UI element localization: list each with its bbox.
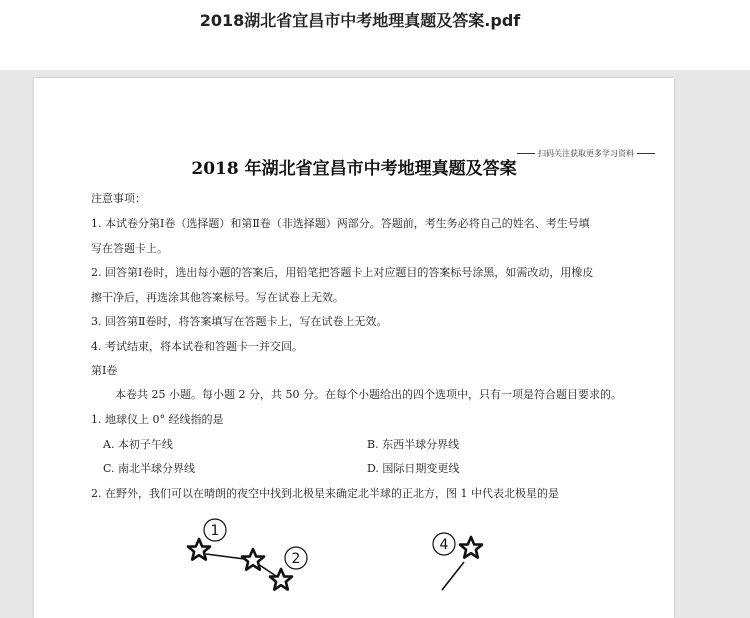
document-title: 2018 年湖北省宜昌市中考地理真题及答案 (191, 159, 517, 179)
notice-line-4: 擦干净后，再选涂其他答案标号。写在试卷上无效。 (91, 291, 344, 304)
star-figure (174, 514, 554, 618)
header-note-text: 扫码关注获取更多学习资料 (538, 149, 634, 158)
section-title: 第Ⅰ卷 (91, 364, 118, 377)
notice-line-5: 3. 回答第Ⅱ卷时，将答案填写在答题卡上，写在试卷上无效。 (91, 315, 388, 328)
document-page (34, 78, 674, 618)
section-intro: 本卷共 25 小题。每小题 2 分，共 50 分。在每个小题给出的四个选项中，只有一项是符合题目要求的。 (115, 388, 622, 401)
notice-line-1: 1. 本试卷分第Ⅰ卷（选择题）和第Ⅱ卷（非选择题）两部分。答题前，考生务必将自己的姓名、考生号填 (91, 217, 590, 230)
file-title: 2018湖北省宜昌市中考地理真题及答案.pdf (199, 11, 521, 30)
notice-line-3: 2. 回答第Ⅰ卷时，选出每小题的答案后，用铅笔把答题卡上对应题目的答案标号涂黑，如需改动，用橡皮 (91, 266, 594, 279)
notice-line-2: 写在答题卡上。 (91, 242, 168, 255)
label-2: 2 (291, 551, 301, 567)
question-1-stem: 1. 地球仪上 0° 经线指的是 (91, 413, 224, 426)
question-2-stem: 2. 在野外，我们可以在晴朗的夜空中找到北极星来确定北半球的正北方，图 1 中代表北极星的是 (91, 487, 559, 500)
label-1: 1 (210, 523, 220, 539)
notice-heading: 注意事项： (91, 192, 146, 205)
q1-option-d: D. 国际日期变更线 (367, 462, 460, 475)
star-icon-1 (188, 539, 210, 560)
notice-line-6: 4. 考试结束，将本试卷和答题卡一并交回。 (91, 340, 303, 353)
star-icon-2 (270, 569, 292, 590)
q1-option-c: C. 南北半球分界线 (103, 462, 196, 475)
star-icon-4 (460, 537, 482, 558)
q1-option-a: A. 本初子午线 (103, 438, 173, 451)
figure-connector-c (442, 562, 464, 590)
label-4: 4 (439, 537, 449, 553)
q1-option-b: B. 东西半球分界线 (367, 438, 460, 451)
viewer-top-bar (0, 0, 750, 70)
